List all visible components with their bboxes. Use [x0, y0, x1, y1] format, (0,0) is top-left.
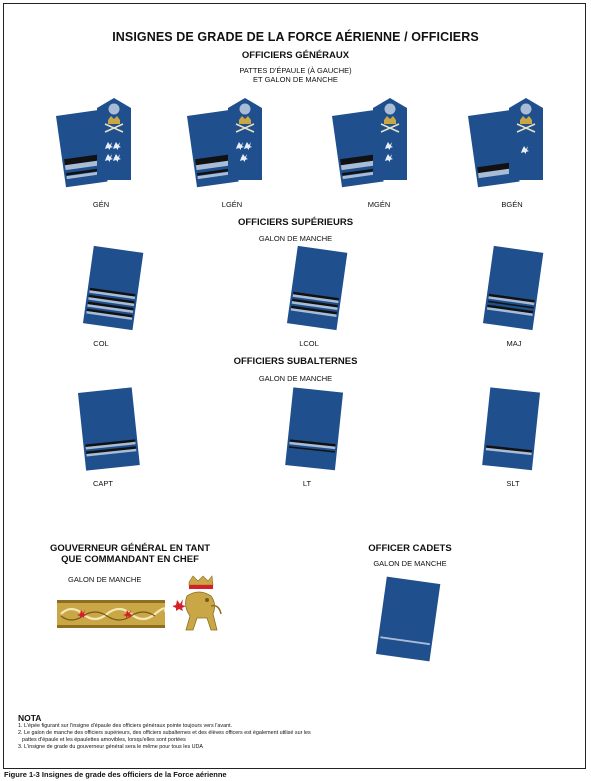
- sleeve-officer-cadet: [369, 576, 449, 666]
- junior-officers-subheading: GALON DE MANCHE: [258, 374, 333, 383]
- sleeve-lcol: [282, 244, 352, 334]
- shoulder-board-gen: [97, 98, 131, 180]
- general-officers-subheading-2: ET GALON DE MANCHE: [253, 75, 338, 84]
- nota-note-1: 1. L'épée figurant sur l'insigne d'épaule des officiers généraux pointe toujours vers l'avant.: [18, 723, 233, 729]
- shoulder-board-lgen: [228, 98, 262, 180]
- rank-label-bgen: BGÉN: [501, 200, 523, 209]
- sleeve-maj: [478, 244, 548, 334]
- rank-label-capt: CAPT: [92, 479, 113, 488]
- sleeve-slt: [476, 386, 551, 476]
- senior-officers-subheading: GALON DE MANCHE: [258, 234, 333, 243]
- insignia-gen: [52, 98, 137, 196]
- rank-label-maj: MAJ: [506, 339, 522, 348]
- governor-general-sleeve-lace: [57, 598, 165, 630]
- insignia-lgen: [183, 98, 268, 196]
- rank-label-lt: LT: [302, 479, 312, 488]
- rank-label-gen: GÉN: [92, 200, 110, 209]
- general-officers-subheading-1: PATTES D'ÉPAULE (À GAUCHE): [239, 66, 352, 75]
- rank-label-slt: SLT: [506, 479, 520, 488]
- officer-cadets-subheading: GALON DE MANCHE: [373, 559, 447, 568]
- governor-general-heading-2: QUE COMMANDANT EN CHEF: [61, 554, 199, 565]
- governor-general-heading-1: GOUVERNEUR GÉNÉRAL EN TANT: [49, 543, 211, 554]
- page-title: INSIGNES DE GRADE DE LA FORCE AÉRIENNE / OFFICIERS: [112, 30, 479, 44]
- shoulder-board-mgen: [373, 98, 407, 180]
- shoulder-board-bgen: [509, 98, 543, 180]
- officer-cadets-heading: OFFICER CADETS: [368, 543, 452, 554]
- rank-label-lcol: LCOL: [299, 339, 319, 348]
- nota-note-2-continued: pattes d'épaule et les épaulettes amovibles, lorsqu'elles sont portées: [22, 737, 186, 743]
- nota-notes: [18, 723, 418, 751]
- insignia-bgen: [464, 98, 549, 196]
- sleeve-col: [78, 244, 148, 334]
- nota-note-3: 3. L'insigne de grade du gouverneur général sera le même pour tous les UDA: [18, 744, 204, 750]
- figure-caption: Figure 1-3 Insignes de grade des officiers de la Force aérienne: [4, 770, 227, 779]
- junior-officers-heading: OFFICIERS SUBALTERNES: [233, 356, 358, 367]
- rank-label-lgen: LGÉN: [221, 200, 243, 209]
- rank-label-col: COL: [93, 339, 109, 348]
- sleeve-lt: [279, 386, 354, 476]
- general-officers-heading: OFFICIERS GÉNÉRAUX: [241, 50, 350, 61]
- sleeve-capt: [72, 386, 147, 476]
- nota-note-2: 2. Le galon de manche des officiers supérieurs, des officiers subalternes et des élèves officers est également utilisé sur les: [18, 730, 311, 736]
- nota-heading: NOTA: [18, 713, 42, 723]
- governor-general-subheading: GALON DE MANCHE: [68, 575, 142, 584]
- rank-label-mgen: MGÉN: [367, 200, 391, 209]
- insignia-mgen: [328, 98, 413, 196]
- senior-officers-heading: OFFICIERS SUPÉRIEURS: [237, 217, 354, 228]
- governor-general-crest: [173, 574, 225, 636]
